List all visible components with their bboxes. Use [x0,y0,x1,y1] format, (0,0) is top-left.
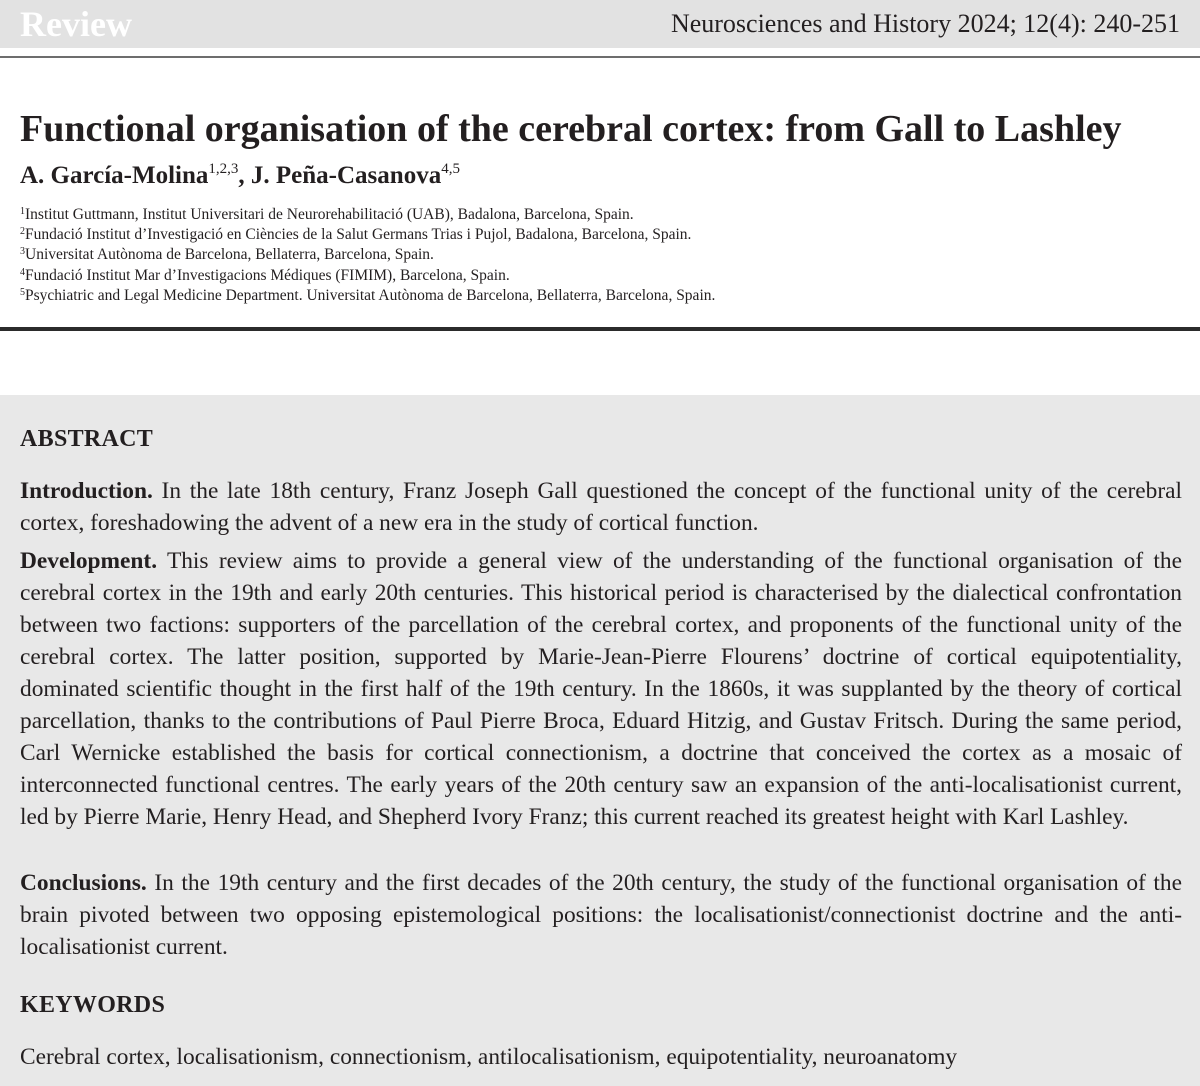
affiliation-number: 3 [20,246,25,258]
affiliation-number: 5 [20,286,25,298]
affiliation-item [20,266,715,286]
affiliation-item [20,225,715,245]
section-label: Review [20,4,132,44]
affiliation-text: Universitat Autònoma de Barcelona, Bellaterra, Barcelona, Spain. [25,246,434,264]
affiliation-number: 4 [20,266,25,278]
affiliation-item [20,205,715,225]
introduction-text: In the late 18th century, Franz Joseph Gall questioned the concept of the functional unity of the cerebral cortex, foreshadowing the advent of a new era in the study of cortical function. [20,478,1182,536]
header-bar [0,0,1200,48]
affiliation-text: Institut Guttmann, Institut Universitari de Neurorehabilitació (UAB), Badalona, Barcelona, Spain. [25,206,634,223]
affiliation-item [20,245,715,265]
keywords-text: Cerebral cortex, localisationism, connectionism, antilocalisationism, equipotentiality, neuroanatomy [20,1044,958,1070]
abstract-heading: ABSTRACT [20,426,154,452]
section-divider [0,327,1200,331]
author-affiliation-refs: 1,2,3 [208,161,239,177]
article-title: Functional organisation of the cerebral cortex: from Gall to Lashley [20,108,1122,150]
keywords-heading: KEYWORDS [20,992,166,1018]
development-text: This review aims to provide a general view of the understanding of the functional organisation of the cerebral cortex in the 19th and early 20th centuries. This historical period is characterised by the dialectical confrontation between two factions: supporters of the parcellation of the cerebral cortex, and proponents of the functional unity of the cerebral cortex. The latter position, supported by Marie-Jean-Pierre Flourens’ doctrine of cortical equipotentiality, dominated scientific thought in the first half of the 19th century. In the 1860s, it was supplanted by the theory of cortical parcellation, thanks to the contributions of Paul Pierre Broca, Eduard Hitzig, and Gustav Fritsch. During the same period, Carl Wernicke established the basis for cortical connectionism, a doctrine that conceived the cortex as a mosaic of interconnected functional centres. The early years of the 20th century saw an expansion of the anti-localisationist current, led by Pierre Marie, Henry Head, and Shepherd Ivory Franz; this current reached its greatest height with Karl Lashley. [20,548,1182,830]
affiliation-text: Fundació Institut Mar d’Investigacions Médiques (FIMIM), Barcelona, Spain. [25,266,510,284]
abstract-introduction [20,475,1182,539]
author-name: J. Peña-Casanova [250,162,442,189]
conclusions-label: Conclusions. [20,870,147,896]
affiliation-text: Fundació Institut d’Investigació en Ciències de la Salut Germans Trias i Pujol, Badalona, Barcelona, Spain. [25,226,692,244]
affiliation-number: 1 [20,206,25,217]
conclusions-text: In the 19th century and the first decades of the 20th century, the study of the functional organisation of the brain pivoted between two opposing epistemological positions: the localisationist/connectionist doctrine and the anti-localisationist current. [20,870,1182,960]
abstract-conclusions [20,867,1182,963]
development-label: Development. [20,548,158,574]
affiliation-item [20,286,715,306]
author-separator: , [238,162,251,189]
affiliation-text: Psychiatric and Legal Medicine Department. Universitat Autònoma de Barcelona, Bellaterra, Barcelona, Spain. [25,286,716,304]
author-name: A. García-Molina [20,162,209,189]
author-list [20,158,460,194]
author-affiliation-refs: 4,5 [441,161,460,177]
affiliation-list [20,205,715,306]
journal-citation: Neurosciences and History 2024; 12(4): 240-251 [670,9,1180,38]
introduction-label: Introduction. [20,478,153,504]
header-divider [0,56,1200,58]
affiliation-number: 2 [20,226,25,238]
abstract-development [20,545,1182,833]
